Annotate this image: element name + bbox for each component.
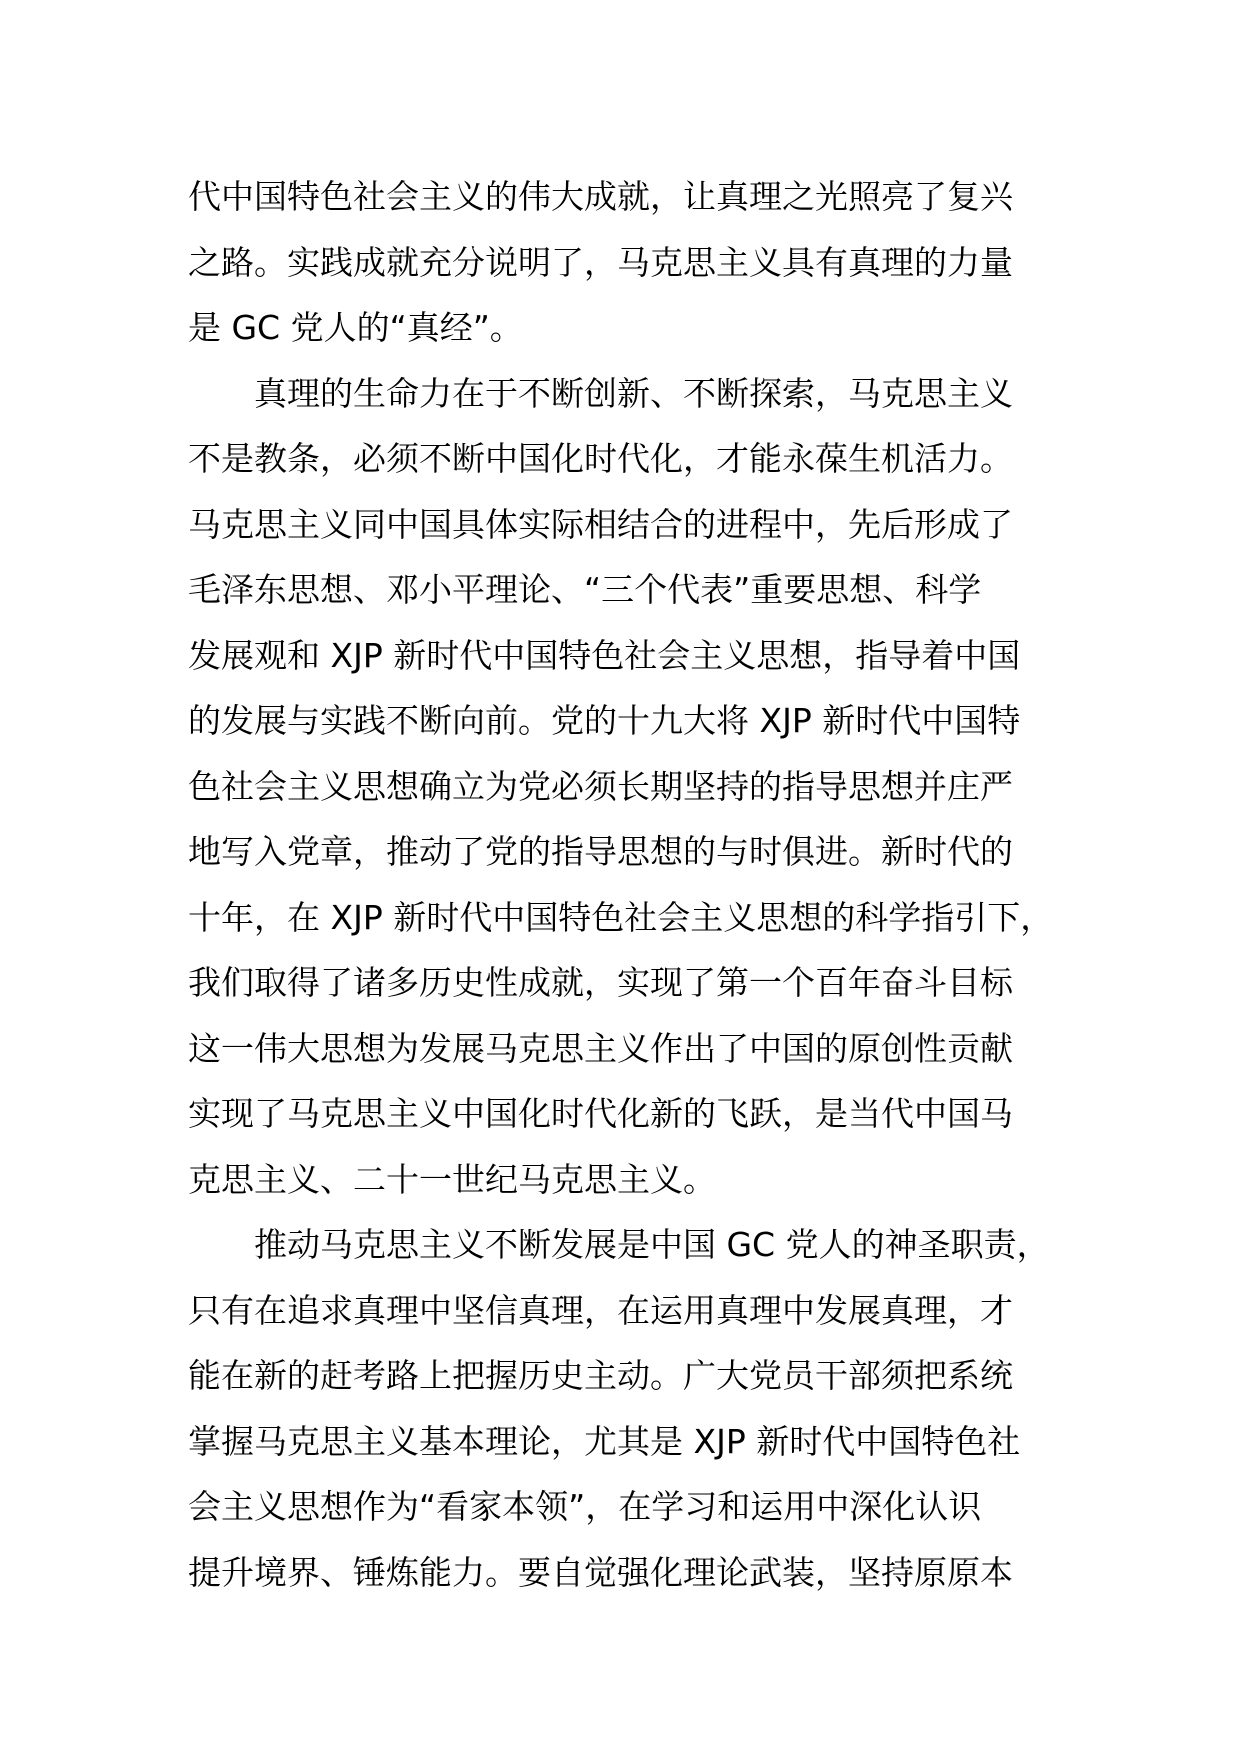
text-line: 之路。实践成就充分说明了，马克思主义具有真理的力量: [188, 242, 1013, 282]
text-line: 克思主义、二十一世纪马克思主义。: [188, 1159, 716, 1199]
text-line: 发展观和 XJP 新时代中国特色社会主义思想，指导着中国: [188, 635, 1021, 675]
paragraph-1: [188, 164, 1088, 361]
paragraph-2: [188, 361, 1088, 1213]
text-line: 代中国特色社会主义的伟大成就，让真理之光照亮了复兴: [188, 177, 1013, 216]
text-line: 是 GC 党人的“真经”。: [188, 308, 523, 347]
text-line: 会主义思想作为“看家本领”，在学习和运用中深化认识: [188, 1487, 982, 1526]
text-line: 马克思主义同中国具体实际相结合的进程中，先后形成了: [188, 504, 1013, 544]
text-line: 毛泽东思想、邓小平理论、“三个代表”重要思想、科学: [188, 570, 982, 609]
text-line: 真理的生命力在于不断创新、不断探索，马克思主义: [254, 373, 1013, 413]
text-line: 的发展与实践不断向前。党的十九大将 XJP 新时代中国特: [188, 701, 1021, 740]
text-line: 地写入党章，推动了党的指导思想的与时俱进。新时代的: [188, 832, 1013, 871]
text-line: 我们取得了诸多历史性成就，实现了第一个百年奋斗目标: [188, 963, 1013, 1002]
text-line: 十年，在 XJP 新时代中国特色社会主义思想的科学指引下，: [188, 897, 1054, 937]
text-line: 提升境界、锤炼能力。要自觉强化理论武装，坚持原原本: [188, 1552, 1013, 1592]
document-body: [188, 164, 1088, 1605]
text-line: 掌握马克思主义基本理论，尤其是 XJP 新时代中国特色社: [188, 1421, 1021, 1461]
text-line: 能在新的赶考路上把握历史主动。广大党员干部须把系统: [188, 1356, 1013, 1395]
text-line: 色社会主义思想确立为党必须长期坚持的指导思想并庄严: [188, 766, 1013, 806]
text-line: 实现了马克思主义中国化时代化新的飞跃，是当代中国马: [188, 1094, 1013, 1133]
text-line: 不是教条，必须不断中国化时代化，才能永葆生机活力。: [188, 439, 1013, 478]
text-line: 只有在追求真理中坚信真理，在运用真理中发展真理，才: [188, 1290, 1013, 1330]
paragraph-3: [188, 1212, 1088, 1605]
text-line: 推动马克思主义不断发展是中国 GC 党人的神圣职责，: [254, 1225, 1050, 1264]
text-line: 这一伟大思想为发展马克思主义作出了中国的原创性贡献: [188, 1028, 1013, 1068]
